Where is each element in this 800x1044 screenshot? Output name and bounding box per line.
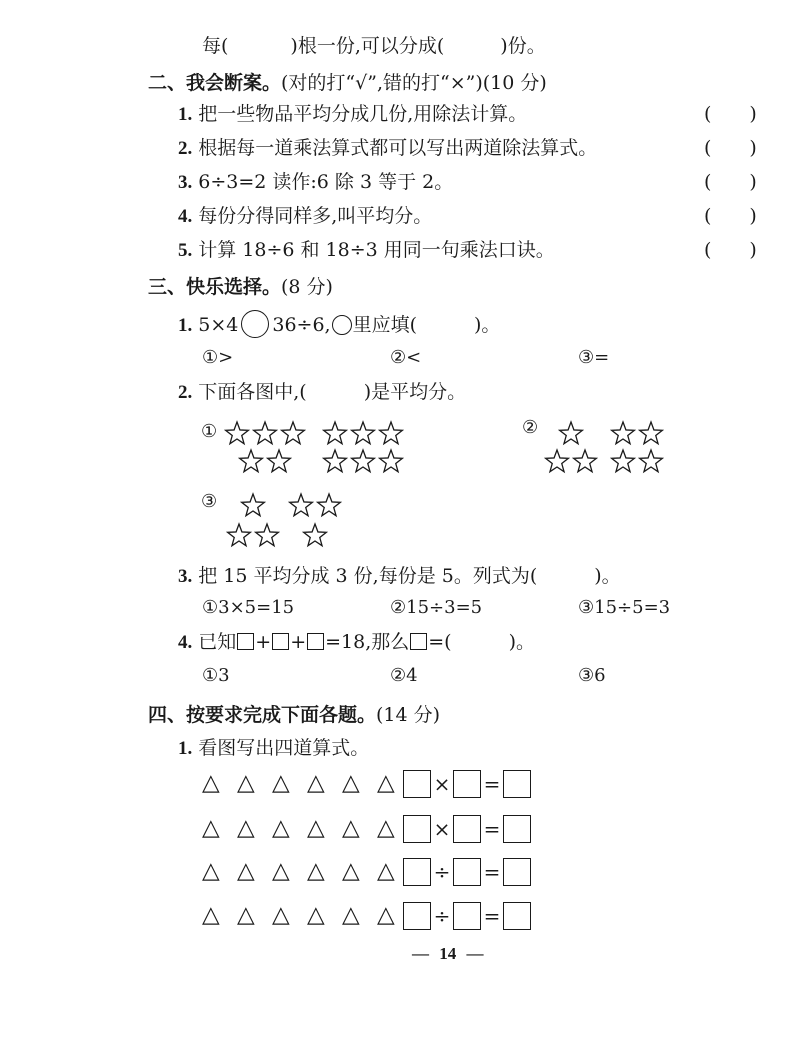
answer-box[interactable] <box>503 902 531 930</box>
triangle-row-3: △ △ △ △ △ △ <box>202 858 400 884</box>
judge-item-5: 5. 计算 18÷6 和 18÷3 用同一句乘法口诀。 <box>178 239 555 261</box>
star-icon <box>610 448 636 474</box>
equation-row-2: × = <box>403 815 531 843</box>
fill-in-line: 每( )根一份,可以分成( )份。 <box>202 35 546 57</box>
judge-item-4: 4. 每份分得同样多,叫平均分。 <box>178 205 433 227</box>
answer-box[interactable] <box>403 815 431 843</box>
square-icon <box>410 633 427 650</box>
answer-box[interactable] <box>503 815 531 843</box>
q3-option-2[interactable]: ②15÷3=5 <box>390 597 483 618</box>
star-icon <box>610 420 636 446</box>
star-icon <box>638 448 664 474</box>
star-icon <box>558 420 584 446</box>
star-icon <box>302 522 328 548</box>
equation-row-4: ÷ = <box>403 902 531 930</box>
square-icon <box>237 633 254 650</box>
star-icon <box>378 448 404 474</box>
section-2-heading: 二、我会断案。(对的打“√”,错的打“×”)(10 分) <box>148 72 547 94</box>
star-icon <box>280 420 306 446</box>
equation-row-3: ÷ = <box>403 858 531 886</box>
q3-option-1[interactable]: ①3×5=15 <box>202 597 295 618</box>
answer-blank-1[interactable]: ( ) <box>704 103 757 125</box>
q4-option-1[interactable]: ①3 <box>202 665 230 686</box>
star-icon <box>224 420 250 446</box>
answer-box[interactable] <box>453 815 481 843</box>
star-icon <box>322 448 348 474</box>
answer-box[interactable] <box>503 858 531 886</box>
figure-label-1[interactable]: ① <box>201 421 218 442</box>
judge-item-2: 2. 根据每一道乘法算式都可以写出两道除法算式。 <box>178 137 598 159</box>
answer-box[interactable] <box>453 770 481 798</box>
answer-box[interactable] <box>403 770 431 798</box>
answer-box[interactable] <box>403 902 431 930</box>
triangle-row-2: △ △ △ △ △ △ <box>202 815 400 841</box>
equation-row-1: × = <box>403 770 531 798</box>
answer-box[interactable] <box>403 858 431 886</box>
star-icon <box>350 448 376 474</box>
answer-blank-5[interactable]: ( ) <box>704 239 757 261</box>
choice-question-4: 4. 已知 + + =18,那么 =( )。 <box>178 631 535 653</box>
judge-item-1: 1. 把一些物品平均分成几份,用除法计算。 <box>178 103 528 125</box>
answer-box[interactable] <box>453 902 481 930</box>
q1-option-2[interactable]: ②< <box>390 347 422 368</box>
page-number: — 14 — <box>412 944 484 963</box>
triangle-row-4: △ △ △ △ △ △ <box>202 902 400 928</box>
square-icon <box>272 633 289 650</box>
choice-question-1: 1. 5×4 36÷6, 里应填( )。 <box>178 310 500 338</box>
choice-question-2: 2. 下面各图中,( )是平均分。 <box>178 381 467 403</box>
answer-box[interactable] <box>503 770 531 798</box>
figure-label-2[interactable]: ② <box>522 417 539 438</box>
q1-option-1[interactable]: ①> <box>202 347 234 368</box>
answer-blank-4[interactable]: ( ) <box>704 205 757 227</box>
q4-option-2[interactable]: ②4 <box>390 665 418 686</box>
task-question-1: 1. 看图写出四道算式。 <box>178 737 370 759</box>
star-icon <box>322 420 348 446</box>
star-icon <box>572 448 598 474</box>
section-3-heading: 三、快乐选择。(8 分) <box>148 276 333 298</box>
figure-label-3[interactable]: ③ <box>201 491 218 512</box>
star-icon <box>226 522 252 548</box>
q1-option-3[interactable]: ③= <box>578 347 610 368</box>
choice-question-3: 3. 把 15 平均分成 3 份,每份是 5。列式为( )。 <box>178 565 621 587</box>
compare-circle-icon[interactable] <box>241 310 269 338</box>
star-icon <box>240 492 266 518</box>
star-icon <box>252 420 278 446</box>
star-icon <box>288 492 314 518</box>
square-icon <box>307 633 324 650</box>
circle-icon <box>332 315 352 335</box>
triangle-row-1: △ △ △ △ △ △ <box>202 770 400 796</box>
answer-box[interactable] <box>453 858 481 886</box>
star-icon <box>266 448 292 474</box>
star-icon <box>350 420 376 446</box>
section-4-heading: 四、按要求完成下面各题。(14 分) <box>148 704 441 726</box>
judge-item-3: 3. 6÷3=2 读作:6 除 3 等于 2。 <box>178 171 454 193</box>
answer-blank-2[interactable]: ( ) <box>704 137 757 159</box>
star-icon <box>316 492 342 518</box>
star-icon <box>544 448 570 474</box>
answer-blank-3[interactable]: ( ) <box>704 171 757 193</box>
star-icon <box>238 448 264 474</box>
q3-option-3[interactable]: ③15÷5=3 <box>578 597 671 618</box>
q4-option-3[interactable]: ③6 <box>578 665 606 686</box>
star-icon <box>254 522 280 548</box>
star-icon <box>378 420 404 446</box>
star-icon <box>638 420 664 446</box>
